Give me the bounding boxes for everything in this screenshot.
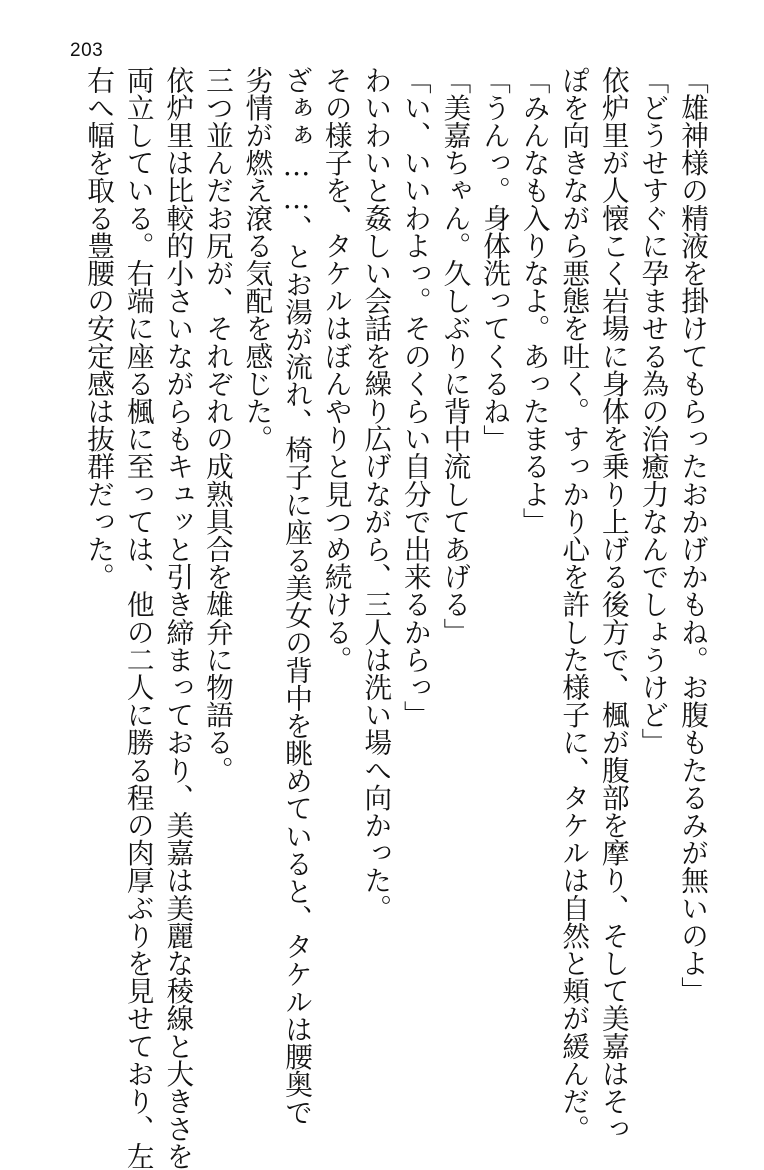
page-number: 203 bbox=[70, 40, 104, 61]
vertical-text-body bbox=[79, 66, 713, 1170]
text-line: わいわいと姦しい会話を繰り広げながら、三人は洗い場へ向かった。 bbox=[359, 66, 393, 922]
text-line: ざぁぁ……、とお湯が流れ、椅子に座る美女の背中を眺めていると、タケルは腰奥で bbox=[280, 66, 314, 1126]
text-line: 右へ幅を取る豊腰の安定感は抜群だった。 bbox=[82, 66, 116, 591]
text-line: 「美嘉ちゃん。久しぶりに背中流してあげる」 bbox=[438, 66, 472, 646]
text-line: 両立している。右端に座る楓に至っては、他の二人に勝る程の肉厚ぶりを見せており、左 bbox=[121, 66, 155, 1170]
text-line: 「うんっ。身体洗ってくるね」 bbox=[478, 66, 512, 453]
text-line: ぽを向きながら悪態を吐く。すっかり心を許した様子に、タケルは自然と頬が緩んだ。 bbox=[557, 66, 591, 1143]
text-line: 依炉里が人懐こく岩場に身体を乗り上げる後方で、楓が腹部を摩り、そして美嘉はそっ bbox=[596, 66, 630, 1143]
text-line: 三つ並んだお尻が、それぞれの成熟具合を雄弁に物語る。 bbox=[200, 66, 234, 784]
text-line: 「雄神様の精液を掛けてもらったおかげかもね。お腹もたるみが無いのよ」 bbox=[676, 66, 709, 1005]
text-line: 依炉里は比較的小さいながらもキュッと引き締まっており、美嘉は美麗な稜線と大きさを bbox=[161, 66, 195, 1170]
text-line: 「みんなも入りなよ。あったまるよ」 bbox=[517, 66, 551, 536]
text-line: その様子を、タケルはぼんやりと見つめ続ける。 bbox=[319, 66, 353, 674]
text-line: 「い、いいわよっ。そのくらい自分で出来るからっ」 bbox=[398, 66, 432, 729]
text-line: 「どうせすぐに孕ませる為の治癒力なんでしょうけど」 bbox=[636, 66, 670, 756]
text-line: 劣情が燃え滾る気配を感じた。 bbox=[240, 66, 274, 453]
